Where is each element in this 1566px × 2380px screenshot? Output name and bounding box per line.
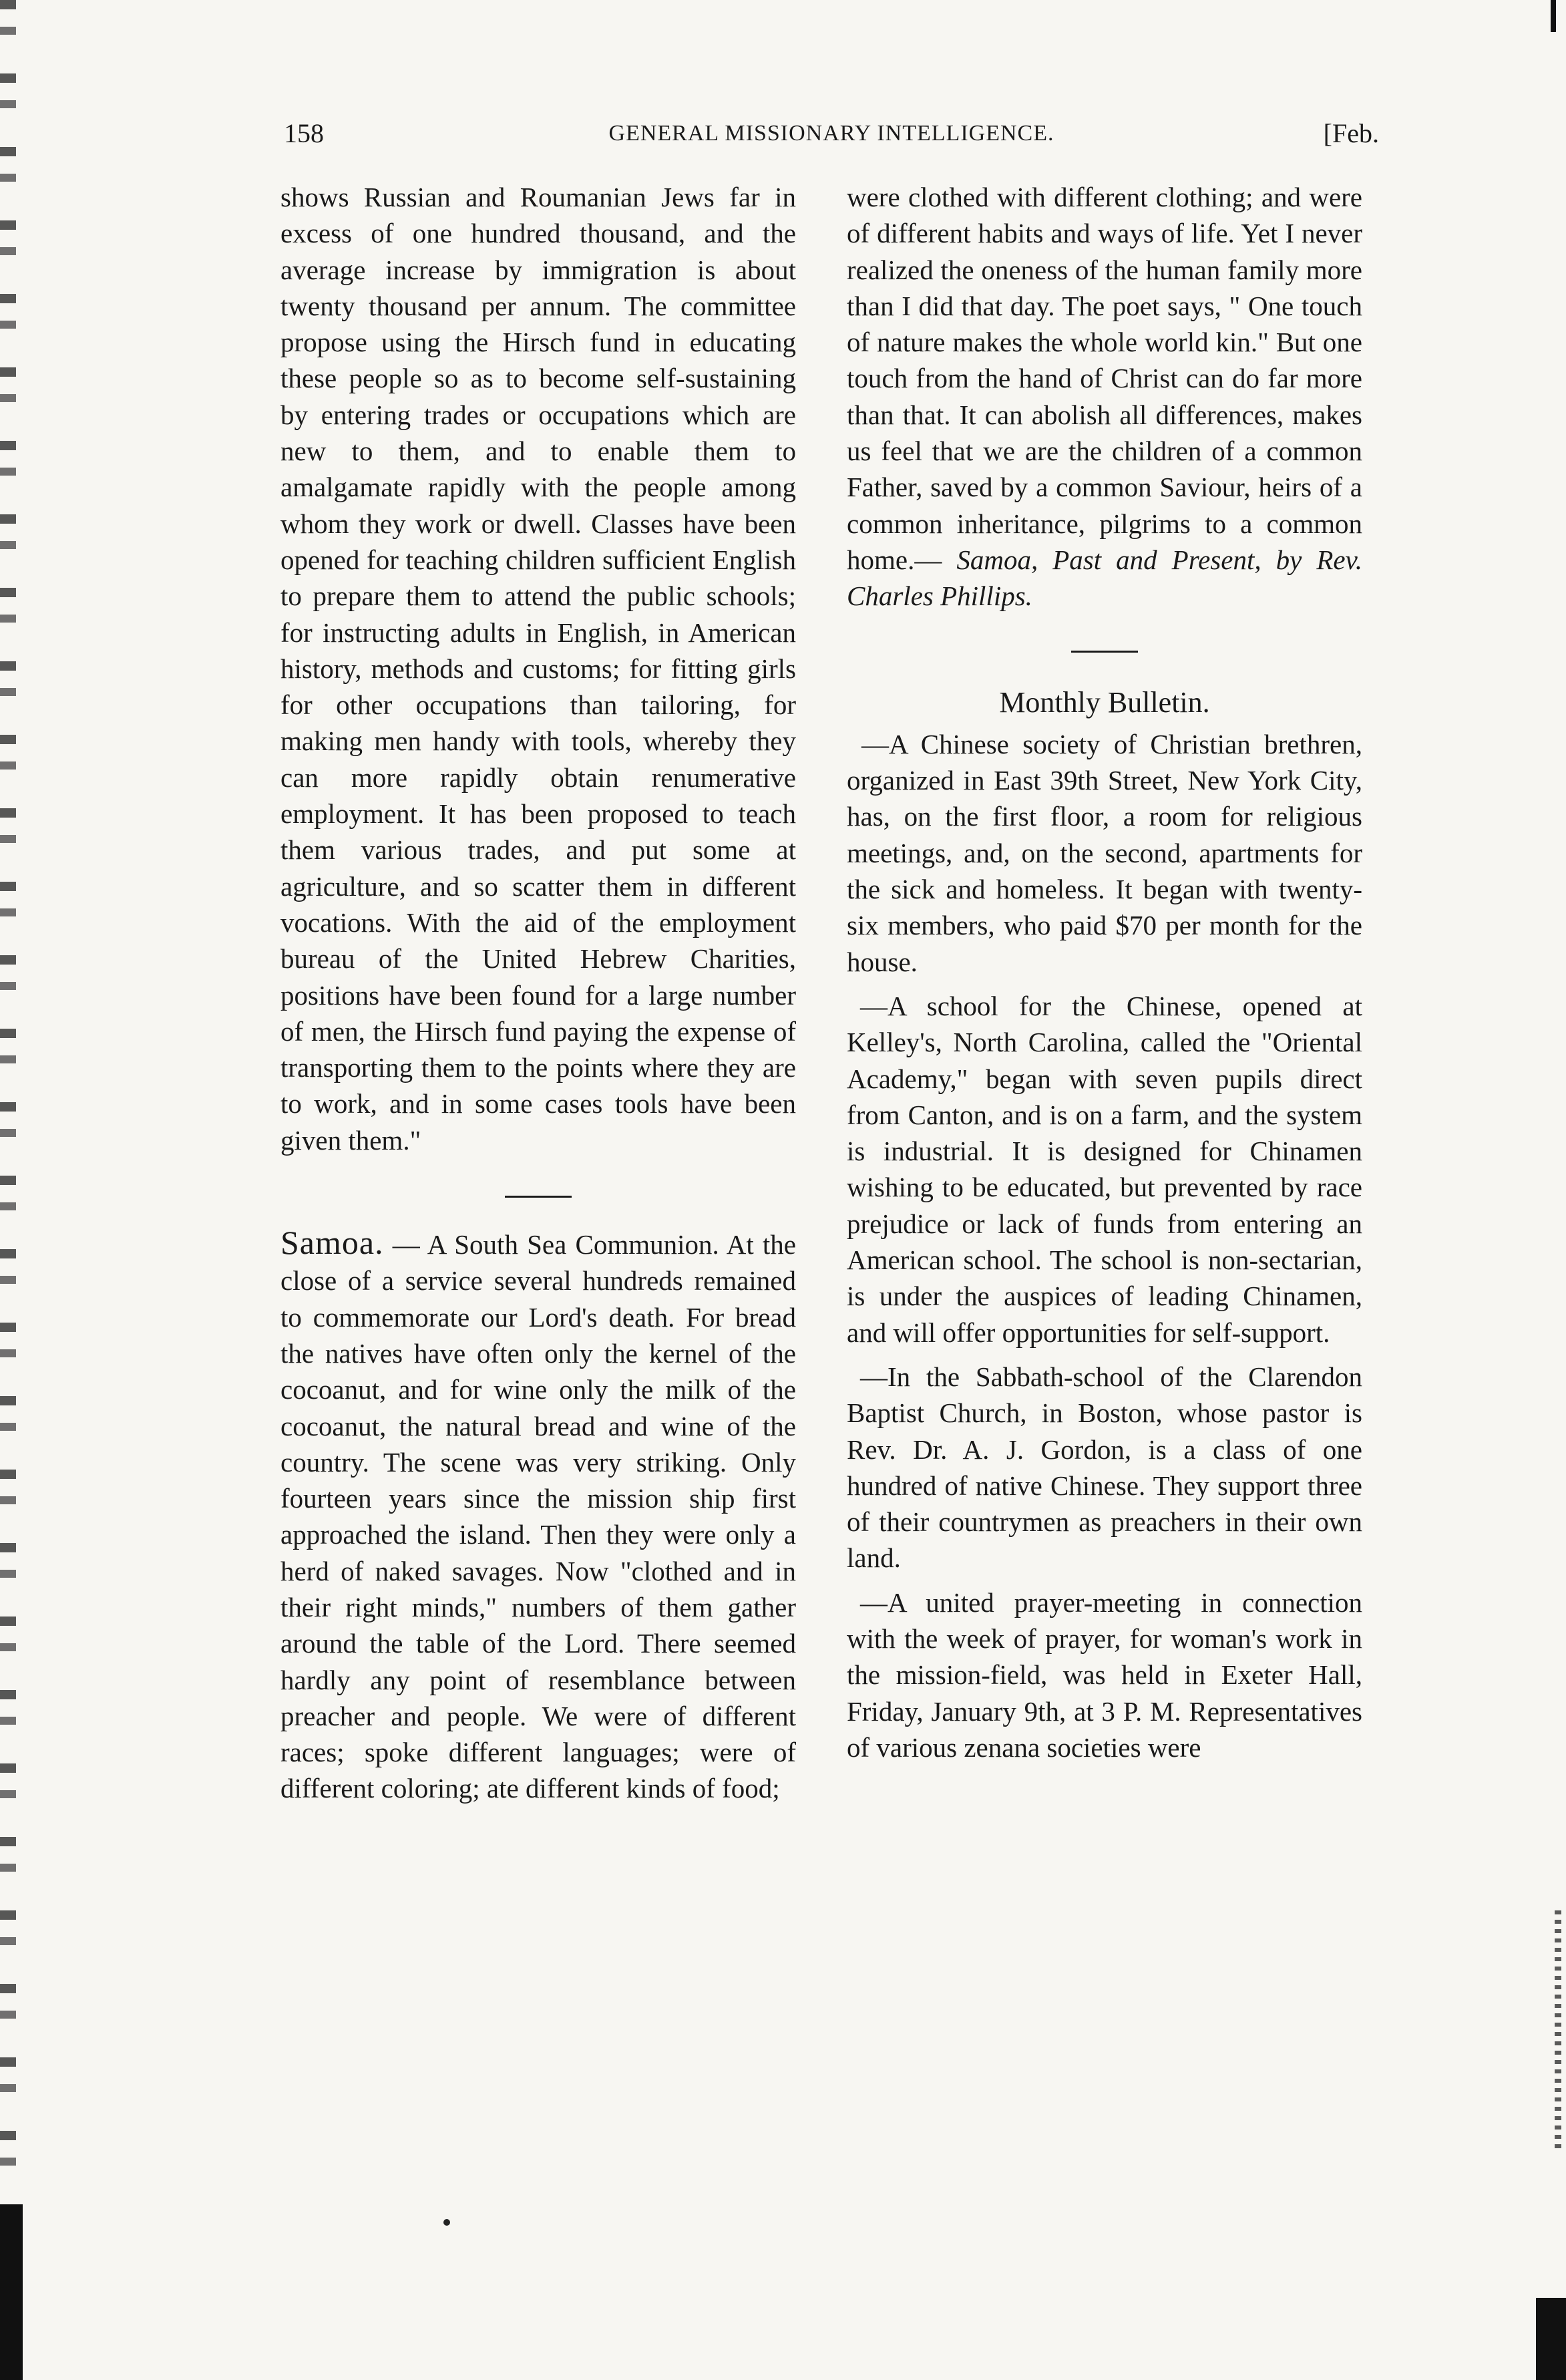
bulletin-item: —In the Sabbath-school of the Clarendon Baptist Church, in Boston, whose pastor is Rev. Dr. A. J. Gordon, is a class of one hundred of native Chinese. They support three of their countrymen as preachers in their own land. [847,1361,1362,1574]
issue-month: [Feb. [1323,118,1379,148]
running-title: GENERAL MISSIONARY INTELLIGENCE. [608,121,1054,146]
samoa-continuation-text: were clothed with different clothing; and were of different habits and ways of life. Yet I never realized the oneness of the human family more than I did that day. The poet says, " One touch of nature makes the whole world kin." But one touch from the hand of Christ can do far more than that. It can abolish all differences, makes us feel that we are the children of a common Father, saved by a common Saviour, heirs of a common inheritance, pilgrims to a common home.— [847,182,1362,575]
stray-ink-dot [443,2219,450,2226]
samoa-citation: Samoa, Past and Present, by Rev. Charles Phillips. [847,544,1362,612]
scan-edge-left-bottom [0,2204,23,2380]
bulletin-title: Monthly Bulletin. [999,685,1210,719]
samoa-heading: Samoa. [280,1224,384,1262]
page-number: 158 [284,118,324,148]
right-column [847,179,1362,1765]
samoa-article [280,1224,796,1807]
scan-edge-right-mid [1555,1910,1561,2151]
samoa-continuation [847,179,1362,615]
running-head [284,114,1379,154]
section-divider [1071,651,1138,653]
samoa-text: — A South Sea Communion. At the close of a service several hundreds remained to commemorate our Lord's death. For bread the natives have often only the kernel of the cocoanut, and for wine only the milk of the cocoanut, the natural bread and wine of the country. The scene was very striking. Only fourteen years since the mission ship first approached the island. Then they were only a herd of naked savages. Now "clothed and in their right minds," numbers of them gather around the table of the Lord. There seemed hardly any point of resemblance between preacher and people. We were of different races; spoke different languages; were of different coloring; ate different kinds of food; [280,1229,796,1804]
bulletin-item: —A united prayer-meeting in connection with the week of prayer, for woman's work in the mission-field, was held in Exeter Hall, Friday, January 9th, at 3 P. M. Representatives of various zenana societies were [847,1586,1362,1763]
bulletin-item: —A school for the Chinese, opened at Kelley's, North Carolina, called the "Oriental Academy," began with seven pupils direct from Canton, and is on a farm, and the system is industrial. It is designed for Chinamen wishing to be educated, but prevented by race prejudice or lack of funds from entering an American school. The school is non-sectarian, is under the auspices of leading Chinamen, and will offer opportunities for self-support. [847,990,1362,1348]
scan-edge-right-top [1551,0,1556,32]
continuation-paragraph: shows Russian and Roumanian Jews far in excess of one hundred thousand, and the average increase by immigration is about twenty thousand per annum. The committee propose using the Hirsch fund in educating these people so as to become self-sustaining by entering trades or occupations which are new to them, and to enable them to amalgamate rapidly with the people among whom they work or dwell. Classes have been opened for teaching children sufficient English to prepare them to attend the public schools; for instructing adults in English, in American history, methods and customs; for fitting girls for other occupations than tailoring, for making men handy with tools, whereby they can more rapidly obtain renumerative employment. It has been proposed to teach them various trades, and put some at agriculture, and so scatter them in different vocations. With the aid of the employment bureau of the United Hebrew Charities, positions have been found for a large number of men, the Hirsch fund paying the expense of transporting them to the points where they are to work, and in some cases tools have been given them." [280,182,796,1156]
left-column [280,179,796,1807]
scan-edge-left [0,0,16,2380]
bulletin-item: —A Chinese society of Christian brethren, organized in East 39th Street, New York City, has, on the first floor, a room for religious meetings, and, on the second, apartments for the sick and homeless. It began with twenty-six members, who paid $70 per month for the house. [847,728,1362,977]
section-divider [505,1196,572,1198]
scan-edge-right-bottom [1536,2298,1566,2380]
